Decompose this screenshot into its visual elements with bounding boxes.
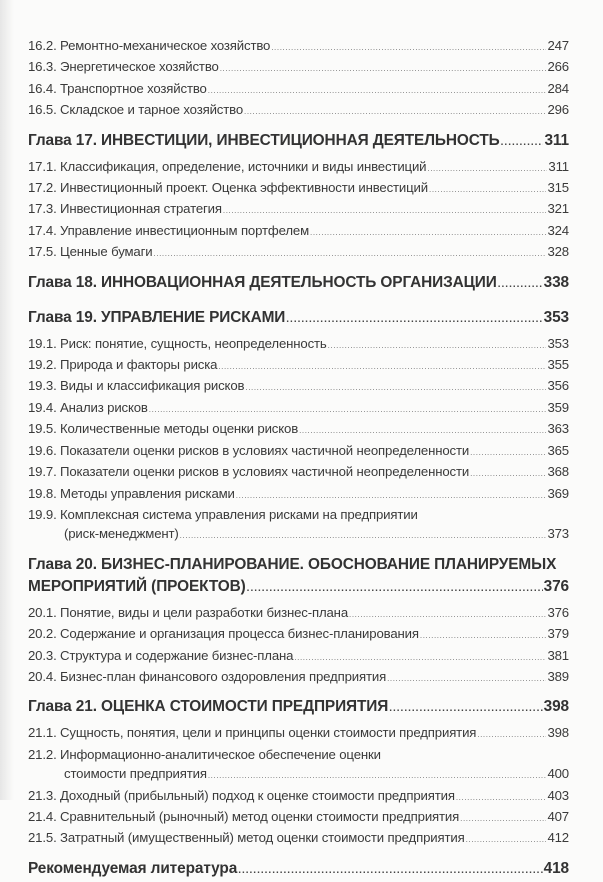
page-number: 418 <box>543 859 569 877</box>
section-number: 17.5. <box>28 244 57 260</box>
toc-entry[interactable] <box>28 828 569 849</box>
page-number: 363 <box>547 421 569 437</box>
leader-dots <box>238 860 542 882</box>
section-number: 19.7. <box>28 464 57 480</box>
section-title: Природа и факторы риска <box>60 357 218 373</box>
section-title: Энергетическое хозяйство <box>60 59 219 75</box>
section-title: Инвестиционный проект. Оценка эффективности инвестиций <box>60 180 428 196</box>
toc-entry[interactable] <box>28 100 569 121</box>
leader-dots <box>477 725 546 744</box>
leader-dots <box>208 766 547 785</box>
leader-dots <box>180 526 547 545</box>
section-title: Содержание и организация процесса бизнес-планирования <box>60 626 419 642</box>
toc-entry[interactable] <box>28 199 569 220</box>
section-title-continuation: стоимости предприятия <box>64 766 207 782</box>
chapter-title: Глава 21. ОЦЕНКА СТОИМОСТИ ПРЕДПРИЯТИЯ <box>28 698 389 716</box>
leader-dots <box>387 669 546 688</box>
page-number: 328 <box>547 244 569 260</box>
section-number: 16.3. <box>28 59 57 75</box>
page-number: 398 <box>547 725 569 741</box>
toc-entry[interactable] <box>28 667 569 688</box>
section-number: 21.2. <box>28 746 57 762</box>
chapter-heading-19[interactable] <box>28 307 569 331</box>
leader-dots <box>299 421 546 440</box>
chapter-title: Глава 18. ИННОВАЦИОННАЯ ДЕЯТЕЛЬНОСТЬ ОРГАНИЗАЦИИ <box>28 273 497 291</box>
chapter-heading-17[interactable] <box>28 130 569 154</box>
section-title: Виды и классификация рисков <box>60 378 245 394</box>
literature-title: Рекомендуемая литература <box>28 859 238 877</box>
toc-entry[interactable] <box>28 419 569 440</box>
section-title: Сравнительный (рыночный) метод оценки стоимости предприятия <box>60 808 460 824</box>
leader-dots <box>286 309 542 331</box>
toc-entry[interactable] <box>28 178 569 199</box>
toc-entry[interactable] <box>28 242 569 263</box>
leader-dots <box>223 201 547 220</box>
leader-dots <box>470 464 546 483</box>
section-number: 17.4. <box>28 222 57 238</box>
section-number: 19.3. <box>28 378 57 394</box>
section-number: 19.5. <box>28 421 57 437</box>
leader-dots <box>244 102 546 121</box>
page-number: 355 <box>547 357 569 373</box>
section-title: Сущность, понятия, цели и принципы оценки стоимости предприятия <box>60 725 477 741</box>
section-number: 19.8. <box>28 485 57 501</box>
section-number: 17.3. <box>28 201 57 217</box>
section-title: Инвестиционная стратегия <box>60 201 222 217</box>
section-number: 19.1. <box>28 335 57 351</box>
section-title: Риск: понятие, сущность, неопределенность <box>60 335 327 351</box>
section-title: Показатели оценки рисков в условиях частичной неопределенности <box>60 464 470 480</box>
page-number: 376 <box>543 577 569 595</box>
page-number: 379 <box>547 626 569 642</box>
toc-entry[interactable] <box>28 441 569 462</box>
leader-dots <box>153 244 546 263</box>
section-number: 16.4. <box>28 80 57 96</box>
leader-dots <box>247 578 543 600</box>
page-number: 373 <box>547 526 569 542</box>
leader-dots <box>294 648 546 667</box>
section-title: Складское и тарное хозяйство <box>60 102 244 118</box>
leader-dots <box>236 486 547 505</box>
section-title: Информационно-аналитическое обеспечение оценки <box>60 746 381 762</box>
toc-entry[interactable] <box>28 355 569 376</box>
page-number: 365 <box>547 442 569 458</box>
page-number: 376 <box>547 604 569 620</box>
section-number: 20.1. <box>28 604 57 620</box>
chapter-title-continuation: МЕРОПРИЯТИЙ (ПРОЕКТОВ) <box>28 577 246 595</box>
leader-dots <box>310 223 546 242</box>
toc-entry[interactable] <box>28 36 569 57</box>
section-title-continuation: (риск-менеджмент) <box>64 526 179 542</box>
section-number: 19.4. <box>28 399 57 415</box>
section-number: 19.6. <box>28 442 57 458</box>
chapter-title: Глава 17. ИНВЕСТИЦИИ, ИНВЕСТИЦИОННАЯ ДЕЯТЕЛЬНОСТЬ <box>28 131 500 149</box>
toc-entry-continuation[interactable] <box>28 524 569 545</box>
page-number: 400 <box>547 766 569 782</box>
page-number: 296 <box>547 102 569 118</box>
toc-entry[interactable] <box>28 603 569 624</box>
toc-entry[interactable] <box>28 334 569 355</box>
section-title: Структура и содержание бизнес-плана <box>60 647 294 663</box>
section-title: Управление инвестиционным портфелем <box>60 222 309 238</box>
toc-entry[interactable] <box>28 723 569 744</box>
page-number: 311 <box>548 158 569 174</box>
toc-entry[interactable] <box>28 745 569 764</box>
section-title: Бизнес-план финансового оздоровления предприятия <box>60 668 387 684</box>
page-binding-shadow <box>0 0 14 800</box>
page-number: 353 <box>543 308 569 326</box>
leader-dots <box>220 59 547 78</box>
chapter-heading-20[interactable] <box>28 554 569 576</box>
toc-entry-continuation[interactable] <box>28 764 569 785</box>
leader-dots <box>429 180 546 199</box>
section-title: Показатели оценки рисков в условиях частичной неопределенности <box>60 442 470 458</box>
page-number: 266 <box>547 59 569 75</box>
chapter-title: Глава 19. УПРАВЛЕНИЕ РИСКАМИ <box>28 308 286 326</box>
section-number: 20.3. <box>28 647 57 663</box>
page-number: 356 <box>547 378 569 394</box>
page-number: 359 <box>547 399 569 415</box>
toc-entry[interactable] <box>28 505 569 524</box>
toc-entry[interactable] <box>28 376 569 397</box>
page-number: 369 <box>547 485 569 501</box>
section-number: 20.4. <box>28 668 57 684</box>
section-number: 21.5. <box>28 830 57 846</box>
leader-dots <box>271 38 546 57</box>
leader-dots <box>349 605 546 624</box>
section-title: Транспортное хозяйство <box>60 80 207 96</box>
page-number: 403 <box>547 787 569 803</box>
toc-entry[interactable] <box>28 624 569 645</box>
chapter-heading-20-continuation[interactable] <box>28 576 569 600</box>
toc-entry[interactable] <box>28 646 569 667</box>
section-number: 21.4. <box>28 808 57 824</box>
toc-entry[interactable] <box>28 462 569 483</box>
page-number: 412 <box>547 830 569 846</box>
page-number: 247 <box>547 38 569 53</box>
section-number: 19.2. <box>28 357 57 373</box>
leader-dots <box>389 698 542 720</box>
toc-entry[interactable] <box>28 786 569 807</box>
section-title: Ценные бумаги <box>60 244 153 260</box>
section-number: 16.5. <box>28 102 57 118</box>
leader-dots <box>501 132 544 154</box>
section-number: 19.9. <box>28 506 57 522</box>
leader-dots <box>208 81 547 100</box>
section-title: Ремонтно-механическое хозяйство <box>60 38 271 53</box>
page-number: 407 <box>547 808 569 824</box>
section-title: Доходный (прибыльный) подход к оценке стоимости предприятия <box>60 787 455 803</box>
leader-dots <box>470 443 546 462</box>
section-number: 21.3. <box>28 787 57 803</box>
toc-entry[interactable] <box>28 398 569 419</box>
section-number: 17.1. <box>28 158 57 174</box>
section-title: Комплексная система управления рисками на предприятии <box>60 506 418 522</box>
leader-dots <box>420 626 547 645</box>
chapter-heading-18[interactable] <box>28 272 569 296</box>
table-of-contents <box>28 36 569 882</box>
section-number: 21.1. <box>28 725 57 741</box>
leader-dots <box>245 378 546 397</box>
section-number: 16.2. <box>28 38 57 53</box>
toc-entry[interactable] <box>28 79 569 100</box>
page-number: 311 <box>544 131 569 149</box>
leader-dots <box>149 400 547 419</box>
section-number: 17.2. <box>28 180 57 196</box>
toc-entry[interactable] <box>28 221 569 242</box>
page-number: 398 <box>543 698 569 716</box>
toc-entry[interactable] <box>28 157 569 178</box>
leader-dots <box>466 830 547 849</box>
leader-dots <box>427 159 547 178</box>
page-number: 381 <box>547 647 569 663</box>
chapter-title: Глава 20. БИЗНЕС-ПЛАНИРОВАНИЕ. ОБОСНОВАНИЕ ПЛАНИРУЕМЫХ <box>28 555 557 573</box>
chapter-heading-21[interactable] <box>28 696 569 720</box>
leader-dots <box>460 809 546 828</box>
page-number: 368 <box>547 464 569 480</box>
page-number: 284 <box>547 80 569 96</box>
page-number: 338 <box>543 273 569 291</box>
section-title: Методы управления рисками <box>60 485 235 501</box>
leader-dots <box>456 788 547 807</box>
toc-entry[interactable] <box>28 57 569 78</box>
literature-heading[interactable] <box>28 858 569 882</box>
leader-dots <box>218 357 546 376</box>
section-title: Классификация, определение, источники и виды инвестиций <box>60 158 427 174</box>
page-number: 324 <box>547 222 569 238</box>
toc-entry[interactable] <box>28 484 569 505</box>
page-number: 389 <box>547 668 569 684</box>
section-title: Количественные методы оценки рисков <box>60 421 299 437</box>
page-number: 321 <box>547 201 569 217</box>
toc-entry[interactable] <box>28 807 569 828</box>
section-title: Анализ рисков <box>60 399 148 415</box>
leader-dots <box>498 274 543 296</box>
page-number: 315 <box>547 180 569 196</box>
section-number: 20.2. <box>28 626 57 642</box>
leader-dots <box>328 336 547 355</box>
section-title: Понятие, виды и цели разработки бизнес-плана <box>60 604 348 620</box>
page-number: 353 <box>547 335 569 351</box>
section-title: Затратный (имущественный) метод оценки стоимости предприятия <box>60 830 465 846</box>
